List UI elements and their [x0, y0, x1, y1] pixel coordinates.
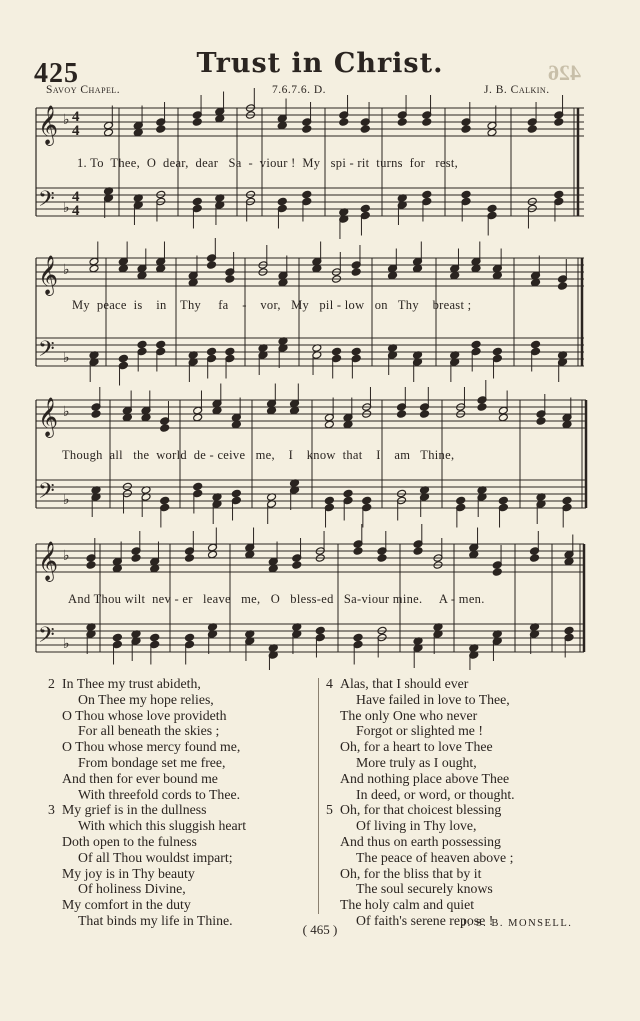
verse-number: 2	[48, 676, 55, 691]
note-head	[562, 496, 572, 505]
note-head	[469, 550, 479, 559]
verse-line: Of holiness Divine,	[78, 881, 186, 897]
note-head	[160, 424, 170, 433]
hymn-title: Trust in Christ.	[196, 48, 444, 79]
note-head	[277, 197, 287, 206]
bass-clef: 𝄢	[38, 623, 55, 653]
bass-clef: 𝄢	[38, 337, 55, 367]
note-head	[498, 496, 508, 505]
bass-clef: 𝄢	[38, 479, 55, 509]
note-head	[456, 496, 466, 505]
verse-line: More truly as I ought,	[356, 754, 477, 770]
note-head	[245, 550, 255, 559]
note-head	[207, 261, 217, 270]
note-head	[360, 125, 370, 134]
note-head	[188, 278, 198, 287]
note-head	[527, 197, 537, 206]
note-head	[461, 125, 471, 134]
note-head	[246, 190, 256, 199]
verse-line: For all beneath the skies ;	[78, 723, 220, 739]
key-signature-flat: ♭	[63, 351, 70, 366]
time-signature: 4	[72, 123, 80, 139]
verses-left-column	[48, 676, 247, 929]
verse-line: The peace of heaven above ;	[356, 849, 514, 865]
note-head	[487, 204, 497, 213]
verse-number: 4	[326, 676, 333, 691]
treble-clef: 𝄞	[38, 541, 59, 581]
system-4-lyrics: And Thou wilt nev - er leave me, O bless-ed Sa-viour mine. A - men.	[68, 592, 485, 606]
note-head	[141, 413, 151, 422]
key-signature-flat: ♭	[63, 201, 70, 216]
note-head	[112, 564, 122, 573]
note-head	[193, 482, 203, 491]
verse-number: 5	[326, 802, 333, 818]
verse-line: Oh, for the bliss that by it	[340, 865, 482, 881]
system-3-lyrics: Though all the world de - ceive me, I know that I am Thine,	[62, 448, 455, 462]
note-head	[564, 557, 574, 566]
verse-line: 5 Oh, for that choicest blessing	[326, 802, 502, 818]
note-head	[192, 197, 202, 206]
verse-line: And thus on earth possessing	[340, 833, 501, 849]
note-head	[332, 347, 342, 356]
note-head	[564, 626, 574, 635]
note-head	[413, 547, 423, 556]
note-head	[212, 406, 222, 415]
note-head	[225, 275, 235, 284]
note-head	[207, 347, 217, 356]
key-signature-flat: ♭	[63, 405, 70, 420]
note-head	[86, 561, 96, 570]
note-head	[397, 118, 407, 127]
meter: 7.6.7.6. D.	[272, 84, 327, 96]
note-head	[231, 420, 241, 429]
note-head	[104, 128, 114, 137]
note-head	[471, 264, 481, 273]
verse-line: In deed, or word, or thought.	[356, 786, 515, 802]
note-head	[290, 406, 300, 415]
note-head	[312, 264, 322, 273]
note-head	[89, 264, 99, 273]
verse-line: My comfort in the duty	[62, 897, 191, 913]
verse-line: 2 In Thee my trust abideth,	[48, 676, 201, 691]
note-head	[531, 340, 541, 349]
verse-line: The holy calm and quiet	[340, 897, 475, 913]
note-head	[91, 410, 101, 419]
note-head	[422, 190, 432, 199]
note-head	[492, 568, 502, 577]
note-head	[231, 489, 241, 498]
note-head	[413, 264, 423, 273]
page-number: ( 465 )	[302, 922, 338, 937]
verse-line: Of all Thou wouldst impart;	[78, 849, 233, 865]
note-head	[208, 550, 218, 559]
note-head	[122, 482, 132, 491]
verse-line: 3 My grief is in the dullness	[48, 802, 207, 818]
key-signature-flat: ♭	[63, 637, 70, 652]
note-head	[377, 554, 387, 563]
key-signature-flat: ♭	[63, 263, 70, 278]
note-head	[160, 496, 170, 505]
note-head	[362, 496, 372, 505]
note-head	[343, 420, 353, 429]
bleed-through-number: 426	[548, 60, 581, 85]
note-head	[324, 496, 334, 505]
note-head	[562, 420, 572, 429]
time-signature: 4	[72, 189, 80, 205]
note-head	[353, 633, 363, 642]
note-head	[315, 626, 325, 635]
verse-line: From bondage set me free,	[78, 754, 226, 770]
note-head	[268, 564, 278, 573]
note-head	[137, 271, 147, 280]
note-head	[150, 564, 160, 573]
note-head	[477, 403, 487, 412]
note-head	[420, 410, 430, 419]
note-head	[531, 278, 541, 287]
verse-line: And then for ever bound me	[62, 770, 218, 786]
treble-clef: 𝄞	[38, 255, 59, 295]
note-head	[536, 417, 546, 426]
note-head	[471, 340, 481, 349]
note-head	[351, 347, 361, 356]
note-head	[377, 626, 387, 635]
note-head	[343, 489, 353, 498]
verse-line: With which this sluggish heart	[78, 818, 247, 834]
note-head	[267, 406, 277, 415]
key-signature-flat: ♭	[63, 113, 70, 128]
time-signature: 4	[72, 203, 80, 219]
note-head	[215, 114, 225, 123]
note-head	[156, 340, 166, 349]
note-head	[302, 190, 312, 199]
note-head	[112, 633, 122, 642]
note-head	[530, 554, 540, 563]
verse-number: 3	[48, 802, 55, 818]
verse-line: Doth open to the fulness	[62, 833, 197, 849]
note-head	[450, 271, 460, 280]
system-1-lyrics: 1. To Thee, O dear, dear Sa - viour ! My spi - rit turns for rest,	[77, 156, 459, 170]
note-head	[324, 420, 334, 429]
verse-line: Oh, for a heart to love Thee	[340, 739, 493, 755]
verse-line: And nothing place above Thee	[340, 770, 510, 786]
note-head	[353, 547, 363, 556]
note-head	[118, 354, 128, 363]
note-head	[461, 190, 471, 199]
note-head	[487, 128, 497, 137]
note-head	[554, 190, 564, 199]
note-head	[498, 413, 508, 422]
note-head	[351, 268, 361, 277]
verse-line: The soul securely knows	[356, 881, 493, 897]
note-head	[554, 118, 564, 127]
note-head	[131, 554, 141, 563]
note-head	[185, 554, 195, 563]
verse-line: The only One who never	[340, 707, 478, 723]
verse-line: Of faith's serene repose !	[356, 912, 494, 928]
key-signature-flat: ♭	[63, 549, 70, 564]
note-head	[397, 489, 407, 498]
note-head	[192, 118, 202, 127]
note-head	[133, 128, 143, 137]
note-head	[118, 264, 128, 273]
verse-line: My joy is in Thy beauty	[62, 865, 195, 881]
column-divider	[318, 678, 319, 914]
note-head	[527, 125, 537, 134]
verse-line: Have failed in love to Thee,	[356, 691, 510, 707]
composer: J. B. Calkin.	[484, 84, 550, 96]
system-2-lyrics: My peace is in Thy fa - vor, My pil - low on Thy breast ;	[72, 298, 472, 312]
note-head	[492, 347, 502, 356]
note-head	[277, 121, 287, 130]
note-head	[388, 271, 398, 280]
note-head	[156, 264, 166, 273]
treble-clef: 𝄞	[38, 397, 59, 437]
note-head	[122, 413, 132, 422]
note-head	[302, 125, 312, 134]
verse-line: O Thou whose mercy found me,	[62, 739, 241, 755]
verse-line: With threefold cords to Thee.	[78, 786, 241, 802]
verse-line: That binds my life in Thine.	[78, 912, 233, 928]
note-head	[193, 413, 203, 422]
note-head	[137, 340, 147, 349]
note-head	[422, 118, 432, 127]
note-head	[156, 125, 166, 134]
bass-clef: 𝄢	[38, 187, 55, 217]
note-head	[339, 118, 349, 127]
verse-line: Forgot or slighted me !	[356, 723, 483, 739]
note-head	[156, 190, 166, 199]
text-author: J. S. B. MONSELL.	[462, 918, 573, 929]
verse-line: Of living in Thy love,	[356, 818, 477, 834]
verses-right-column	[326, 676, 515, 929]
hymn-number: 425	[34, 58, 79, 89]
note-head	[492, 271, 502, 280]
time-signature: 4	[72, 109, 80, 125]
verse-line: O Thou whose love provideth	[62, 707, 227, 723]
treble-clef: 𝄞	[38, 105, 59, 145]
note-head	[185, 633, 195, 642]
note-head	[558, 282, 568, 291]
note-head	[360, 204, 370, 213]
note-head	[292, 561, 302, 570]
note-head	[278, 278, 288, 287]
tune-name: Savoy Chapel.	[46, 84, 121, 96]
note-head	[225, 347, 235, 356]
note-head	[397, 410, 407, 419]
verse-line: On Thee my hope relies,	[78, 691, 214, 707]
note-head	[150, 633, 160, 642]
key-signature-flat: ♭	[63, 493, 70, 508]
verse-line: 4 Alas, that I should ever	[326, 676, 469, 691]
